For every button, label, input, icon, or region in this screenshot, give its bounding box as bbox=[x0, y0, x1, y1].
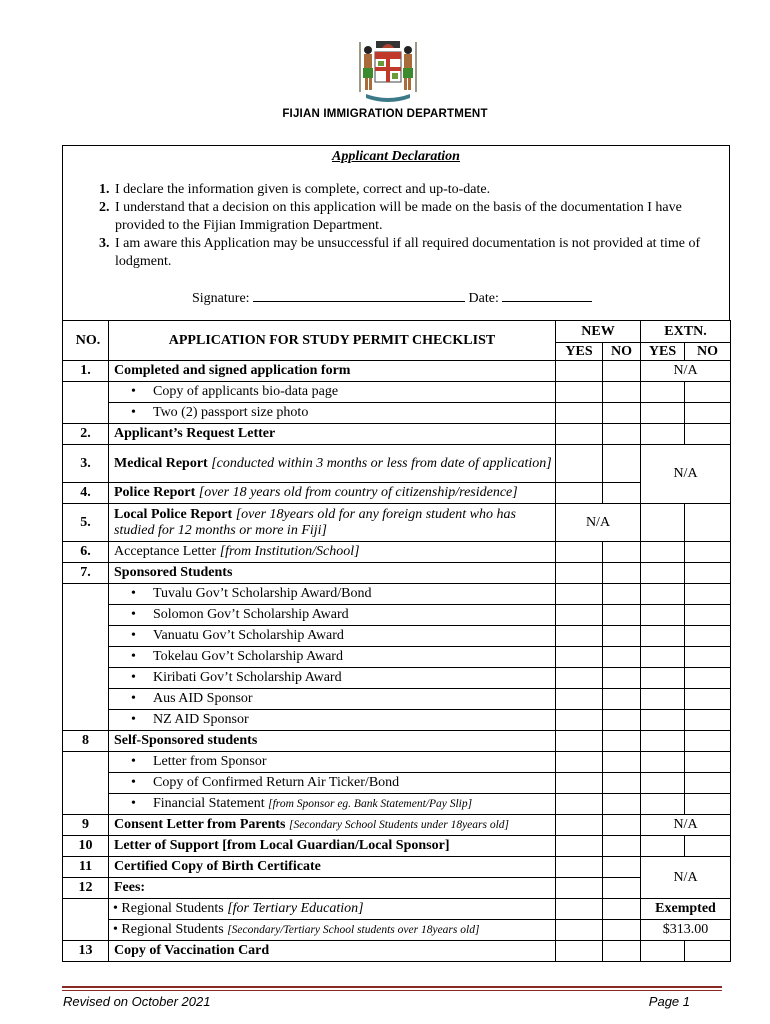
new-na: N/A bbox=[556, 504, 641, 542]
header-extn: EXTN. bbox=[641, 321, 731, 343]
new-yes-checkbox[interactable] bbox=[556, 878, 603, 899]
department-name: FIJIAN IMMIGRATION DEPARTMENT bbox=[282, 108, 488, 120]
fee-exempted: Exempted bbox=[641, 899, 731, 920]
new-yes-checkbox[interactable] bbox=[556, 752, 603, 773]
extn-no-checkbox[interactable] bbox=[685, 773, 731, 794]
item-letter-of-support: Letter of Support [from Local Guardian/Local Sponsor] bbox=[109, 836, 556, 857]
sub-item-sponsor-letter: • Letter from Sponsor bbox=[109, 752, 556, 773]
extn-yes-checkbox[interactable] bbox=[641, 382, 685, 403]
item-note: [from Institution/School] bbox=[219, 544, 360, 559]
extn-yes-checkbox[interactable] bbox=[641, 731, 685, 752]
item-note: [over 18 years old from country of citizenship/residence] bbox=[198, 485, 518, 500]
sub-item-financial-statement bbox=[109, 794, 556, 815]
item-request-letter: Applicant’s Request Letter bbox=[109, 424, 556, 445]
header-extn-yes: YES bbox=[641, 343, 685, 361]
item-birth-certificate: Certified Copy of Birth Certificate bbox=[109, 857, 556, 878]
extn-yes-checkbox[interactable] bbox=[641, 424, 685, 445]
new-yes-checkbox[interactable] bbox=[556, 563, 603, 584]
new-no-checkbox[interactable] bbox=[603, 836, 641, 857]
row-number: 10 bbox=[63, 836, 109, 857]
fiji-coat-of-arms-icon bbox=[352, 38, 424, 110]
row-number: 13 bbox=[63, 941, 109, 962]
footer-rule bbox=[62, 990, 722, 991]
item-label: Consent Letter from Parents bbox=[114, 817, 286, 832]
item-label: • Regional Students bbox=[113, 901, 224, 916]
new-no-checkbox[interactable] bbox=[603, 382, 641, 403]
extn-no-checkbox[interactable] bbox=[685, 668, 731, 689]
extn-na: N/A bbox=[641, 445, 731, 504]
sub-item-fee-secondary bbox=[109, 920, 556, 941]
signature-row bbox=[192, 289, 592, 307]
row-number: 4. bbox=[63, 483, 109, 504]
new-yes-checkbox[interactable] bbox=[556, 857, 603, 878]
new-no-checkbox[interactable] bbox=[603, 857, 641, 878]
item-note: [conducted within 3 months or less from date of application] bbox=[211, 455, 552, 471]
sub-item-air-ticket: • Copy of Confirmed Return Air Ticker/Bond bbox=[109, 773, 556, 794]
applicant-declaration bbox=[62, 145, 730, 320]
item-local-police-report bbox=[109, 504, 556, 542]
new-yes-checkbox[interactable] bbox=[556, 710, 603, 731]
extn-yes-checkbox[interactable] bbox=[641, 941, 685, 962]
new-yes-checkbox[interactable] bbox=[556, 773, 603, 794]
new-yes-checkbox[interactable] bbox=[556, 836, 603, 857]
header-new-yes: YES bbox=[556, 343, 603, 361]
item-consent-letter bbox=[109, 815, 556, 836]
page-number: Page 1 bbox=[648, 994, 690, 1009]
item-acceptance-letter bbox=[109, 542, 556, 563]
extn-na: N/A bbox=[641, 857, 731, 899]
extn-yes-checkbox[interactable] bbox=[641, 668, 685, 689]
sub-item-tuvalu: • Tuvalu Gov’t Scholarship Award/Bond bbox=[109, 584, 556, 605]
footer-rule bbox=[62, 986, 722, 988]
extn-no-checkbox[interactable] bbox=[685, 647, 731, 668]
new-no-checkbox[interactable] bbox=[603, 815, 641, 836]
new-no-checkbox[interactable] bbox=[603, 584, 641, 605]
sub-item-biodata: • Copy of applicants bio-data page bbox=[109, 382, 556, 403]
extn-na: N/A bbox=[641, 361, 731, 382]
sub-item-fee-tertiary bbox=[109, 899, 556, 920]
new-no-checkbox[interactable] bbox=[603, 710, 641, 731]
new-no-checkbox[interactable] bbox=[603, 878, 641, 899]
extn-yes-checkbox[interactable] bbox=[641, 752, 685, 773]
item-note: [Secondary School Students under 18years old] bbox=[288, 819, 510, 831]
extn-yes-checkbox[interactable] bbox=[641, 542, 685, 563]
declaration-item: 2. I understand that a decision on this application will be made on the basis of the documentation I have provided to the Fijian Immigration Department. bbox=[113, 199, 729, 235]
row-number: 2. bbox=[63, 424, 109, 445]
header-new: NEW bbox=[556, 321, 641, 343]
row-number-empty bbox=[63, 752, 109, 815]
study-permit-checklist bbox=[62, 320, 731, 962]
header-no: NO. bbox=[63, 321, 109, 361]
new-yes-checkbox[interactable] bbox=[556, 542, 603, 563]
fee-amount: $313.00 bbox=[641, 920, 731, 941]
item-note: [Secondary/Tertiary School students over 18years old] bbox=[227, 924, 480, 936]
new-no-checkbox[interactable] bbox=[603, 668, 641, 689]
new-no-checkbox[interactable] bbox=[603, 626, 641, 647]
new-yes-checkbox[interactable] bbox=[556, 382, 603, 403]
extn-yes-checkbox[interactable] bbox=[641, 626, 685, 647]
extn-yes-checkbox[interactable] bbox=[641, 504, 685, 542]
row-number: 11 bbox=[63, 857, 109, 878]
new-yes-checkbox[interactable] bbox=[556, 361, 603, 382]
extn-no-checkbox[interactable] bbox=[685, 584, 731, 605]
signature-label: Signature: bbox=[192, 291, 250, 306]
new-no-checkbox[interactable] bbox=[603, 542, 641, 563]
sub-item-nzaid: • NZ AID Sponsor bbox=[109, 710, 556, 731]
new-yes-checkbox[interactable] bbox=[556, 668, 603, 689]
new-yes-checkbox[interactable] bbox=[556, 941, 603, 962]
sub-item-vanuatu: • Vanuatu Gov’t Scholarship Award bbox=[109, 626, 556, 647]
row-number-empty bbox=[63, 382, 109, 424]
sub-item-kiribati: • Kiribati Gov’t Scholarship Award bbox=[109, 668, 556, 689]
extn-yes-checkbox[interactable] bbox=[641, 836, 685, 857]
row-number: 12 bbox=[63, 878, 109, 899]
item-label: • Regional Students bbox=[113, 922, 224, 937]
new-yes-checkbox[interactable] bbox=[556, 605, 603, 626]
extn-no-checkbox[interactable] bbox=[685, 403, 731, 424]
row-number: 6. bbox=[63, 542, 109, 563]
revision-note: Revised on October 2021 bbox=[63, 994, 211, 1009]
item-label: Police Report bbox=[114, 485, 196, 500]
extn-yes-checkbox[interactable] bbox=[641, 689, 685, 710]
extn-no-checkbox[interactable] bbox=[685, 689, 731, 710]
new-no-checkbox[interactable] bbox=[603, 403, 641, 424]
header-extn-no: NO bbox=[685, 343, 731, 361]
item-label: Medical Report bbox=[114, 455, 208, 471]
declaration-item: 3. I am aware this Application may be unsuccessful if all required documentation is not provided at time of lodgment. bbox=[113, 235, 729, 271]
item-note: [for Tertiary Education] bbox=[227, 901, 364, 916]
extn-yes-checkbox[interactable] bbox=[641, 773, 685, 794]
new-yes-checkbox[interactable] bbox=[556, 626, 603, 647]
extn-yes-checkbox[interactable] bbox=[641, 605, 685, 626]
row-number: 1. bbox=[63, 361, 109, 382]
new-no-checkbox[interactable] bbox=[603, 920, 641, 941]
new-no-checkbox[interactable] bbox=[603, 445, 641, 483]
date-field[interactable] bbox=[502, 289, 592, 302]
sub-item-ausaid: • Aus AID Sponsor bbox=[109, 689, 556, 710]
extn-no-checkbox[interactable] bbox=[685, 836, 731, 857]
item-label: Financial Statement bbox=[153, 796, 265, 811]
new-yes-checkbox[interactable] bbox=[556, 899, 603, 920]
extn-no-checkbox[interactable] bbox=[685, 794, 731, 815]
new-no-checkbox[interactable] bbox=[603, 605, 641, 626]
extn-yes-checkbox[interactable] bbox=[641, 647, 685, 668]
extn-no-checkbox[interactable] bbox=[685, 504, 731, 542]
row-number: 7. bbox=[63, 563, 109, 584]
signature-field[interactable] bbox=[253, 289, 465, 302]
item-note: [over 18years old for any foreign student who has studied for 12 months or more in Fiji] bbox=[114, 506, 516, 538]
item-self-sponsored: Self-Sponsored students bbox=[109, 731, 556, 752]
new-no-checkbox[interactable] bbox=[603, 689, 641, 710]
extn-no-checkbox[interactable] bbox=[685, 542, 731, 563]
extn-no-checkbox[interactable] bbox=[685, 731, 731, 752]
extn-no-checkbox[interactable] bbox=[685, 752, 731, 773]
row-number: 8 bbox=[63, 731, 109, 752]
item-vaccination-card: Copy of Vaccination Card bbox=[109, 941, 556, 962]
extn-no-checkbox[interactable] bbox=[685, 941, 731, 962]
extn-no-checkbox[interactable] bbox=[685, 626, 731, 647]
new-no-checkbox[interactable] bbox=[603, 563, 641, 584]
declaration-list bbox=[63, 181, 729, 271]
new-no-checkbox[interactable] bbox=[603, 941, 641, 962]
new-yes-checkbox[interactable] bbox=[556, 403, 603, 424]
extn-yes-checkbox[interactable] bbox=[641, 794, 685, 815]
new-yes-checkbox[interactable] bbox=[556, 424, 603, 445]
item-label: Local Police Report bbox=[114, 506, 233, 522]
extn-na: N/A bbox=[641, 815, 731, 836]
new-no-checkbox[interactable] bbox=[603, 752, 641, 773]
declaration-item: 1. I declare the information given is complete, correct and up-to-date. bbox=[113, 181, 729, 199]
row-number: 9 bbox=[63, 815, 109, 836]
new-no-checkbox[interactable] bbox=[603, 731, 641, 752]
declaration-title: Applicant Declaration bbox=[332, 149, 460, 164]
extn-yes-checkbox[interactable] bbox=[641, 710, 685, 731]
extn-no-checkbox[interactable] bbox=[685, 605, 731, 626]
new-yes-checkbox[interactable] bbox=[556, 483, 603, 504]
item-police-report bbox=[109, 483, 556, 504]
extn-no-checkbox[interactable] bbox=[685, 563, 731, 584]
sub-item-solomon: • Solomon Gov’t Scholarship Award bbox=[109, 605, 556, 626]
extn-yes-checkbox[interactable] bbox=[641, 584, 685, 605]
extn-no-checkbox[interactable] bbox=[685, 710, 731, 731]
header-title: APPLICATION FOR STUDY PERMIT CHECKLIST bbox=[109, 321, 556, 361]
new-no-checkbox[interactable] bbox=[603, 424, 641, 445]
new-yes-checkbox[interactable] bbox=[556, 689, 603, 710]
new-yes-checkbox[interactable] bbox=[556, 647, 603, 668]
item-medical-report bbox=[109, 445, 556, 483]
extn-yes-checkbox[interactable] bbox=[641, 403, 685, 424]
item-note: [from Sponsor eg. Bank Statement/Pay Slip] bbox=[268, 798, 473, 810]
new-no-checkbox[interactable] bbox=[603, 647, 641, 668]
new-yes-checkbox[interactable] bbox=[556, 731, 603, 752]
new-yes-checkbox[interactable] bbox=[556, 794, 603, 815]
extn-yes-checkbox[interactable] bbox=[641, 563, 685, 584]
header-new-no: NO bbox=[603, 343, 641, 361]
new-no-checkbox[interactable] bbox=[603, 794, 641, 815]
new-no-checkbox[interactable] bbox=[603, 899, 641, 920]
sub-item-photo: • Two (2) passport size photo bbox=[109, 403, 556, 424]
sub-item-tokelau: • Tokelau Gov’t Scholarship Award bbox=[109, 647, 556, 668]
new-no-checkbox[interactable] bbox=[603, 361, 641, 382]
item-application-form: Completed and signed application form bbox=[109, 361, 556, 382]
item-sponsored-students: Sponsored Students bbox=[109, 563, 556, 584]
new-yes-checkbox[interactable] bbox=[556, 815, 603, 836]
item-label: Acceptance Letter bbox=[114, 544, 217, 559]
item-fees: Fees: bbox=[109, 878, 556, 899]
date-label: Date: bbox=[468, 291, 499, 306]
row-number: 3. bbox=[63, 445, 109, 483]
new-yes-checkbox[interactable] bbox=[556, 445, 603, 483]
new-no-checkbox[interactable] bbox=[603, 773, 641, 794]
row-number: 5. bbox=[63, 504, 109, 542]
extn-no-checkbox[interactable] bbox=[685, 382, 731, 403]
extn-no-checkbox[interactable] bbox=[685, 424, 731, 445]
row-number-empty bbox=[63, 584, 109, 731]
new-yes-checkbox[interactable] bbox=[556, 584, 603, 605]
new-yes-checkbox[interactable] bbox=[556, 920, 603, 941]
new-no-checkbox[interactable] bbox=[603, 483, 641, 504]
row-number-empty bbox=[63, 899, 109, 941]
